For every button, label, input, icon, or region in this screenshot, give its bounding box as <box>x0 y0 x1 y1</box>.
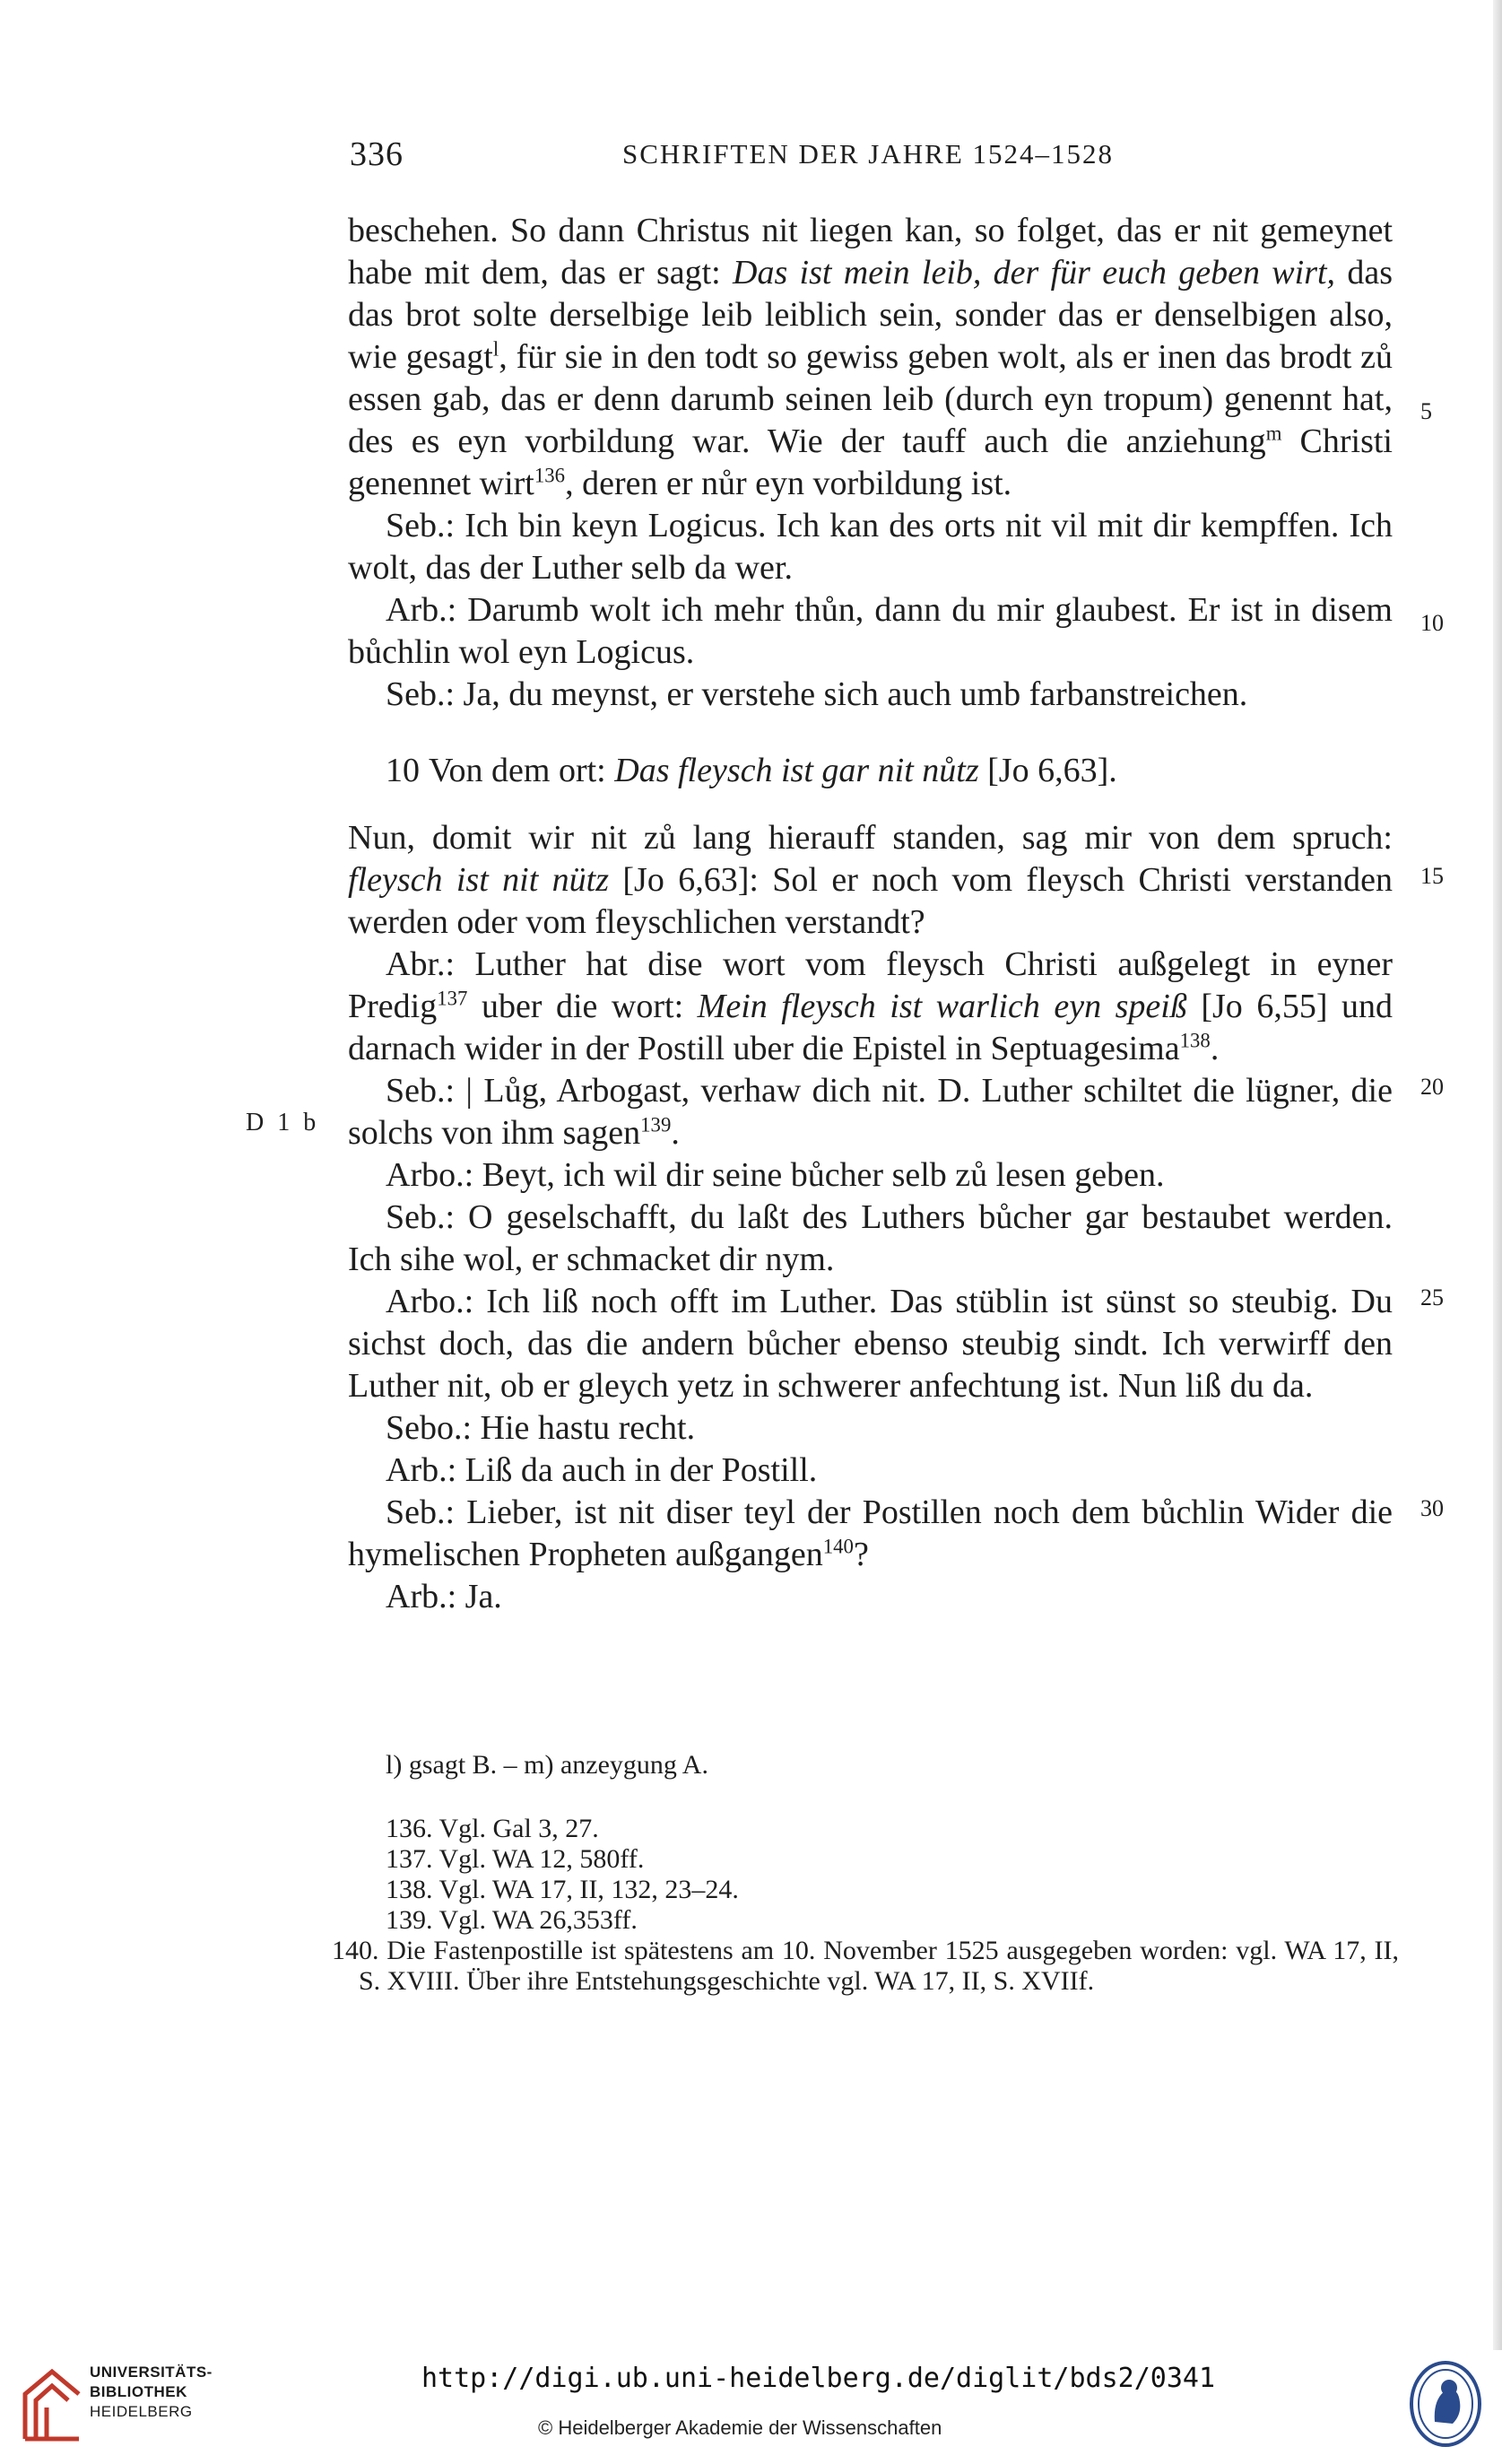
footnote-138: 138. Vgl. WA 17, II, 132, 23–24. <box>386 1875 739 1904</box>
text-run: beschehen. So dann Christus nit liegen kan, so folget, das er nit gemeynet habe mit dem, das er sagt: <box>348 212 1393 292</box>
line-number: 25 <box>1420 1284 1444 1310</box>
paragraph-9: Seb.: O geselschafft, du laßt des Luthers bůcher gar bestaubet werden. Ich sihe wol, er schmacket dir nym. <box>348 1198 1393 1278</box>
quotation: Das ist mein leib, der für euch geben wirt, <box>733 254 1336 292</box>
library-name-line: HEIDELBERG <box>90 2403 193 2420</box>
running-title: SCHRIFTEN DER JAHRE 1524–1528 <box>622 138 1115 170</box>
paragraph-6 <box>348 944 1393 1070</box>
footnote-139: 139. Vgl. WA 26,353ff. <box>386 1905 638 1935</box>
text-run: Nun, domit wir nit zů lang hierauff standen, sag mir von dem spruch: <box>348 819 1393 857</box>
text-run: Abr.: Luther hat dise wort vom fleysch Christi außgelegt in eyner Predig <box>348 945 1393 1025</box>
library-name-line: UNIVERSITÄTS- <box>90 2364 213 2381</box>
paragraph-4: Seb.: Ja, du meynst, er verstehe sich auch umb farbanstreichen. <box>386 675 1248 713</box>
paragraph-10: Arbo.: Ich liß noch offt im Luther. Das stüblin ist sünst so steubig. Du sichst doch, das die andern bůcher ebenso steubig sindt. Ich verwirff den Luther nit, ob er gleych yetz in schwerer anfechtung ist. Nun liß du da. <box>348 1283 1393 1405</box>
copyright-notice: © Heidelberger Akademie der Wissenschaften <box>538 2416 942 2439</box>
text-run: [Jo 6,55] und darnach wider in der Postill uber die Epistel in Septuagesima <box>348 988 1393 1067</box>
footnote-ref: 140 <box>822 1535 854 1558</box>
line-number: 30 <box>1420 1495 1444 1521</box>
text-run: . <box>671 1114 680 1152</box>
margin-signature-note: D 1 b <box>246 1109 320 1136</box>
paragraph-11: Sebo.: Hie hastu recht. <box>386 1409 696 1447</box>
line-number: 5 <box>1420 398 1432 424</box>
text-run: Christi genennet wirt <box>348 422 1393 502</box>
text-run: . <box>1210 1030 1220 1067</box>
page-number: 336 <box>350 135 404 173</box>
footnote-ref: 136 <box>534 464 566 487</box>
paragraph-12: Arb.: Liß da auch in der Postill. <box>386 1451 818 1489</box>
text-run: Seb.: Lieber, ist nit diser teyl der Postillen noch dem bůchlin Wider die hymelischen Propheten außgangen <box>348 1493 1393 1573</box>
paragraph-1 <box>348 210 1393 505</box>
academy-seal-icon <box>1408 2359 1483 2449</box>
page-header <box>0 135 1502 179</box>
library-logo-icon <box>16 2363 88 2443</box>
paragraph-5 <box>348 817 1393 944</box>
paragraph-2: Seb.: Ich bin keyn Logicus. Ich kan des orts nit vil mit dir kempffen. Ich wolt, das der Luther selb da wer. <box>348 507 1393 587</box>
footnote-ref: 139 <box>640 1113 672 1136</box>
text-run: [Jo 6,63]: Sol er noch vom fleysch Christi verstanden werden oder vom fleyschlichen verstandt? <box>348 861 1393 941</box>
paragraph-7 <box>348 1070 1393 1154</box>
line-number: 20 <box>1420 1074 1444 1100</box>
paragraph-8: Arbo.: Beyt, ich wil dir seine bůcher selb zů lesen geben. <box>386 1156 1165 1194</box>
footer-bar <box>0 2352 1502 2464</box>
line-number: 15 <box>1420 863 1444 889</box>
footnote-140: 140. Die Fastenpostille ist spätestens am 10. November 1525 ausgegeben worden: vgl. WA 17, II, S. XVIII. Über ihre Entstehungsgeschichte vgl. WA 17, II, S. XVIIf. <box>332 1936 1399 1996</box>
apparatus-mark: m <box>1265 422 1282 445</box>
text-run: das das brot solte derselbige leib leiblich sein, sonder das er denselbigen also, wie gesagt <box>348 254 1393 376</box>
main-text <box>348 210 1393 1618</box>
paragraph-3: Arb.: Darumb wolt ich mehr thůn, dann du mir glaubest. Er ist in disem bůchlin wol eyn Logicus. <box>348 591 1393 671</box>
footnote-136: 136. Vgl. Gal 3, 27. <box>386 1814 599 1843</box>
library-name-line: BIBLIOTHEK <box>90 2383 187 2400</box>
library-name <box>90 2363 213 2422</box>
text-run: Von dem ort: <box>429 752 615 789</box>
footnote-ref: 137 <box>437 987 468 1010</box>
text-run: , deren er nůr eyn vorbildung ist. <box>565 465 1012 502</box>
quotation: fleysch ist nit nütz <box>348 861 609 899</box>
paragraph-14: Arb.: Ja. <box>386 1578 502 1615</box>
apparatus-mark: l <box>492 337 499 361</box>
quotation: Mein fleysch ist warlich eyn speiß <box>697 988 1187 1025</box>
text-run: , für sie in den todt so gewiss geben wolt, als er inen das brodt zů essen gab, das er denn darumb seinen leib (durch eyn tropum) genennt hat, des es eyn vorbildung war. Wie der tauff auch die anziehung <box>348 338 1393 460</box>
apparatus-note: l) gsagt B. – m) anzeygung A. <box>386 1750 708 1780</box>
footnote-137: 137. Vgl. WA 12, 580ff. <box>386 1844 645 1874</box>
footnote-ref: 138 <box>1179 1029 1211 1052</box>
text-run: uber die wort: <box>467 988 698 1025</box>
section-heading <box>386 750 1393 792</box>
source-url-link[interactable]: http://digi.ub.uni-heidelberg.de/diglit/bds2/0341 <box>421 2363 1216 2394</box>
paragraph-13 <box>348 1492 1393 1576</box>
text-run: Seb.: | Lůg, Arbogast, verhaw dich nit. D. Luther schiltet die lügner, die solchs von ihm sagen <box>348 1072 1393 1152</box>
line-number: 10 <box>1420 610 1444 636</box>
text-run: ? <box>853 1536 869 1573</box>
text-run: [Jo 6,63]. <box>978 752 1117 789</box>
footnotes <box>332 1747 1399 1997</box>
page-edge-shadow <box>1493 0 1502 2350</box>
quotation: Das fleysch ist gar nit nůtz <box>614 752 979 789</box>
section-number: 10 <box>386 752 420 789</box>
